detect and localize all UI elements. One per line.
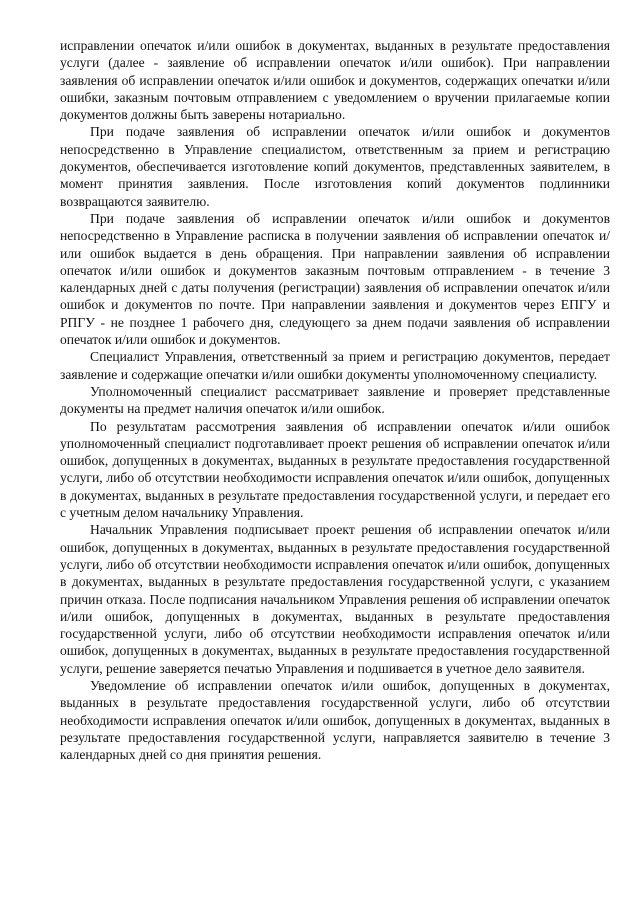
paragraph-copies: При подаче заявления об исправлении опечаток и/или ошибок и документов непосредственно в Управление специалистом, ответственным за прием и регистрацию документов, обеспечивается изготовление копий документов, представленных заявителем, в момент принятия заявления. После изготовления копий документов подлинники возвращаются заявителю. — [60, 124, 610, 209]
paragraph-draft-decision: По результатам рассмотрения заявления об исправлении опечаток и/или ошибок уполномоченный специалист подготавливает проект решения об исправлении опечаток и/или ошибок, допущенных в документах, выданных в результате предоставления государственной услуги, либо об отсутствии необходимости исправления опечаток и/или ошибок, допущенных в документах, выданных в результате предоставления государственной услуги, и передает его с учетным делом начальнику Управления. — [60, 418, 610, 521]
document-page — [60, 37, 610, 763]
paragraph-receipt: При подаче заявления об исправлении опечаток и/или ошибок и документов непосредственно в Управление расписка в получении заявления об исправлении опечаток и/или ошибок выдается в день обращения. При направлении заявления об исправлении опечаток и/или ошибок и документов заказным почтовым отправлением - в течение 3 календарных дней с даты получения (регистрации) заявления об исправлении опечаток и/или ошибок и документов по почте. При направлении заявления и документов через ЕПГУ и РПГУ - не позднее 1 рабочего дня, следующего за днем подачи заявления об исправлении опечаток и/или ошибок и документов. — [60, 210, 610, 348]
paragraph-notification: Уведомление об исправлении опечаток и/или ошибок, допущенных в документах, выданных в результате предоставления государственной услуги, либо об отсутствии необходимости исправления опечаток и/или ошибок, допущенных в документах, выданных в результате предоставления государственной услуги, направляется заявителю в течение 3 календарных дней со дня принятия решения. — [60, 677, 610, 763]
paragraph-signing: Начальник Управления подписывает проект решения об исправлении опечаток и/или ошибок, допущенных в документах, выданных в результате предоставления государственной услуги, либо об отсутствии необходимости исправления опечаток и/или ошибок, допущенных в документах, выданных в результате предоставления государственной услуги, с указанием причин отказа. После подписания начальником Управления решения об исправлении опечаток и/или ошибок, допущенных в документах, выданных в результате предоставления государственной услуги, либо об отсутствии необходимости исправления опечаток и/или ошибок, допущенных в документах, выданных в результате предоставления государственной услуги, решение заверяется печатью Управления и подшивается в учетное дело заявителя. — [60, 522, 610, 676]
paragraph-review: Уполномоченный специалист рассматривает заявление и проверяет представленные документы на предмет наличия опечаток и/или ошибок. — [60, 383, 610, 417]
paragraph-continuation: исправлении опечаток и/или ошибок в документах, выданных в результате предоставления услуги (далее - заявление об исправлении опечаток и/или ошибок). При направлении заявления об исправлении опечаток и/или ошибок и документов, содержащих опечатки и/или ошибки, заказным почтовым отправлением с уведомлением о вручении прилагаемые копии документов должны быть заверены нотариально. — [60, 38, 610, 123]
paragraph-transfer: Специалист Управления, ответственный за прием и регистрацию документов, передает заявление и содержащие опечатки и/или ошибки документы уполномоченному специалисту. — [60, 349, 610, 382]
